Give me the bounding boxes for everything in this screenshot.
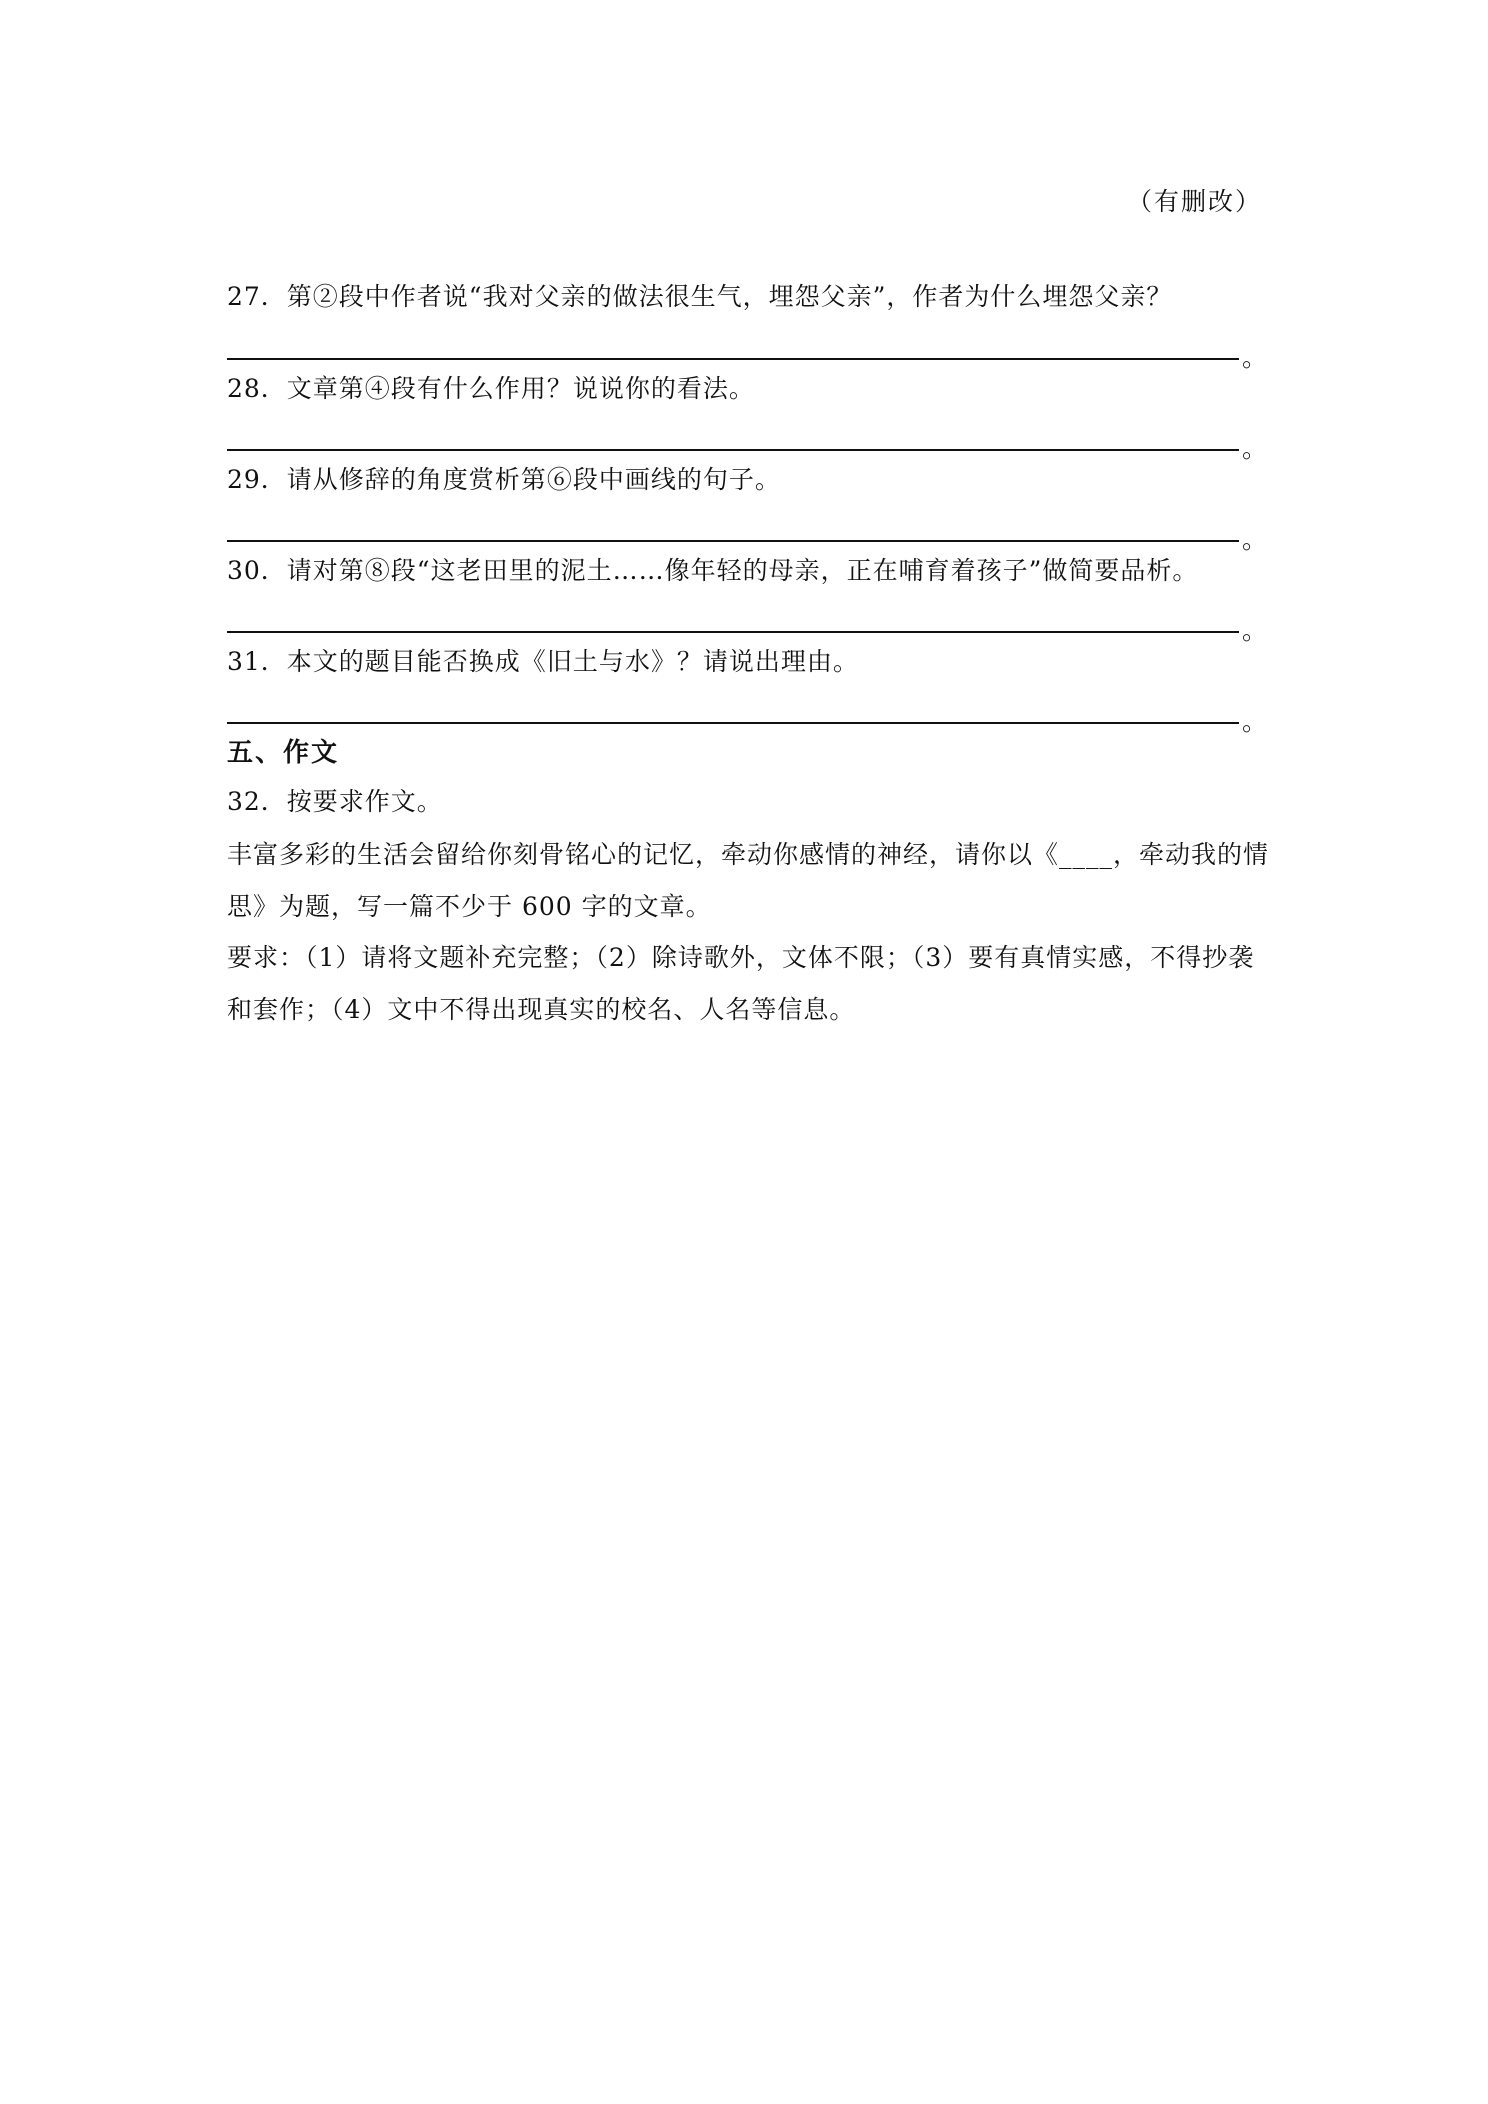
answer-end-27: 。 [1242,343,1268,372]
answer-line-28[interactable] [227,449,1239,451]
answer-end-30: 。 [1242,616,1268,645]
section-title-composition: 五、作文 [227,738,340,768]
answer-end-31: 。 [1242,707,1268,736]
edit-note: （有删改） [1126,187,1262,216]
composition-prompt: 丰富多彩的生活会留给你刻骨铭心的记忆，牵动你感情的神经，请你以《____，牵动我的情思》为题，写一篇不少于 600 字的文章。 [227,840,1270,921]
composition-requirements: 要求：（1）请将文题补充完整；（2）除诗歌外，文体不限；（3）要有真情实感，不得抄袭和套作；（4）文中不得出现真实的校名、人名等信息。 [227,943,1255,1024]
answer-end-28: 。 [1242,434,1268,463]
question-28: 28．文章第④段有什么作用？说说你的看法。 [227,374,755,403]
answer-line-29[interactable] [227,540,1239,542]
answer-line-27[interactable] [227,358,1239,360]
question-31: 31．本文的题目能否换成《旧土与水》？请说出理由。 [227,647,859,676]
question-30: 30．请对第⑧段“这老田里的泥土……像年轻的母亲，正在哺育着孩子”做简要品析。 [227,556,1199,585]
question-32: 32．按要求作文。 [227,787,443,816]
question-29: 29．请从修辞的角度赏析第⑥段中画线的句子。 [227,465,781,494]
question-27: 27．第②段中作者说“我对父亲的做法很生气，埋怨父亲”，作者为什么埋怨父亲？ [227,282,1173,311]
answer-end-29: 。 [1242,525,1268,554]
answer-line-31[interactable] [227,722,1239,724]
answer-line-30[interactable] [227,631,1239,633]
